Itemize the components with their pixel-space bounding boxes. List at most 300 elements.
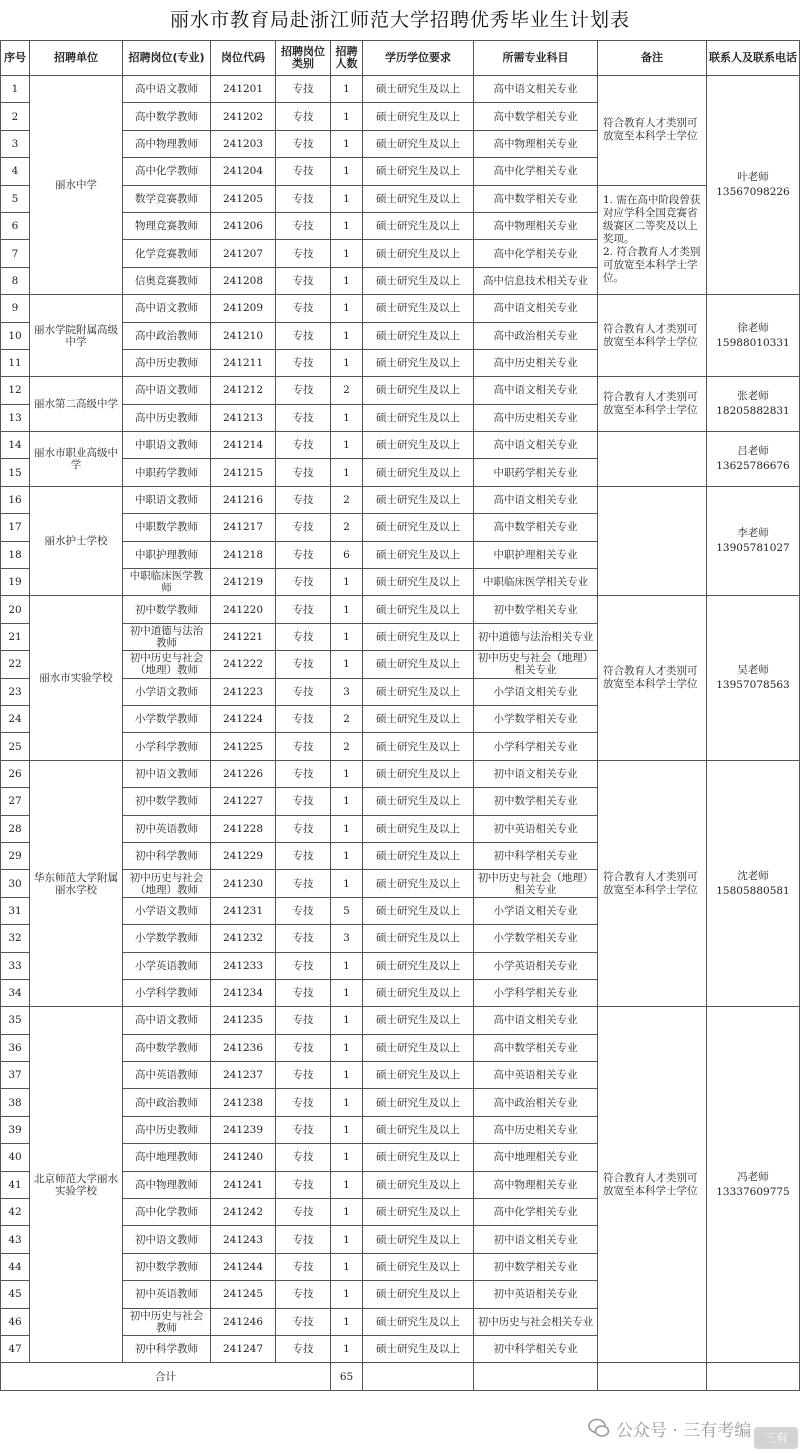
required-major: 高中语文相关专业 <box>474 295 598 322</box>
total-empty-remark <box>598 1363 707 1391</box>
required-major: 小学科学相关专业 <box>474 733 598 760</box>
header-major: 所需专业科目 <box>474 41 598 76</box>
required-major: 中职药学相关专业 <box>474 459 598 486</box>
position-code: 241243 <box>211 1226 276 1253</box>
position-code: 241211 <box>211 349 276 376</box>
hire-count: 1 <box>331 1281 363 1308</box>
position-name: 初中道德与法治教师 <box>123 623 211 650</box>
row-index: 38 <box>1 1089 30 1116</box>
required-major: 高中物理相关专业 <box>474 1171 598 1198</box>
hire-count: 1 <box>331 651 363 678</box>
required-major: 高中化学相关专业 <box>474 1199 598 1226</box>
hire-count: 1 <box>331 1226 363 1253</box>
contact-phone: 13905781027 <box>716 542 790 555</box>
education-requirement: 硕士研究生及以上 <box>363 569 474 596</box>
education-requirement: 硕士研究生及以上 <box>363 267 474 294</box>
remark-note <box>598 1007 707 1363</box>
hire-count: 1 <box>331 212 363 239</box>
total-value: 65 <box>331 1363 363 1391</box>
position-code: 241206 <box>211 212 276 239</box>
position-category: 专技 <box>276 459 331 486</box>
hire-count: 1 <box>331 596 363 623</box>
contact-name: 冯老师 <box>737 1170 769 1183</box>
table-body <box>1 76 800 1391</box>
position-name: 高中化学教师 <box>123 158 211 185</box>
position-name: 初中数学教师 <box>123 788 211 815</box>
education-requirement: 硕士研究生及以上 <box>363 1199 474 1226</box>
required-major: 高中信息技术相关专业 <box>474 267 598 294</box>
position-code: 241237 <box>211 1062 276 1089</box>
position-category: 专技 <box>276 1308 331 1335</box>
remark-note <box>598 486 707 596</box>
watermark <box>588 1405 798 1451</box>
wechat-icon <box>588 1417 610 1439</box>
recruitment-table <box>0 40 800 1391</box>
hire-count: 1 <box>331 1116 363 1143</box>
position-name: 物理竞赛教师 <box>123 212 211 239</box>
position-category: 专技 <box>276 1226 331 1253</box>
position-category: 专技 <box>276 432 331 459</box>
table-row <box>1 760 800 787</box>
hire-count: 1 <box>331 1253 363 1280</box>
education-requirement: 硕士研究生及以上 <box>363 1116 474 1143</box>
row-index: 14 <box>1 432 30 459</box>
position-category: 专技 <box>276 212 331 239</box>
position-code: 241230 <box>211 870 276 897</box>
row-index: 29 <box>1 842 30 869</box>
row-index: 15 <box>1 459 30 486</box>
contact-phone: 15805880581 <box>716 884 790 897</box>
position-code: 241226 <box>211 760 276 787</box>
position-name: 高中历史教师 <box>123 349 211 376</box>
remark-line: 符合教育人才类别可放宽至本科学士学位 <box>603 391 698 417</box>
hire-count: 1 <box>331 432 363 459</box>
position-name: 中职临床医学教师 <box>123 569 211 596</box>
unit-name: 丽水护士学校 <box>30 486 123 596</box>
education-requirement: 硕士研究生及以上 <box>363 651 474 678</box>
position-code: 241241 <box>211 1171 276 1198</box>
page-title: 丽水市教育局赴浙江师范大学招聘优秀毕业生计划表 <box>169 9 630 31</box>
row-index: 37 <box>1 1062 30 1089</box>
remark-note <box>598 76 707 186</box>
unit-name: 丽水市实验学校 <box>30 596 123 760</box>
position-category: 专技 <box>276 404 331 431</box>
hire-count: 2 <box>331 705 363 732</box>
position-category: 专技 <box>276 541 331 568</box>
hire-count: 1 <box>331 322 363 349</box>
header-code: 岗位代码 <box>211 41 276 76</box>
education-requirement: 硕士研究生及以上 <box>363 432 474 459</box>
education-requirement: 硕士研究生及以上 <box>363 1034 474 1061</box>
position-category: 专技 <box>276 705 331 732</box>
position-code: 241225 <box>211 733 276 760</box>
position-category: 专技 <box>276 1089 331 1116</box>
position-code: 241216 <box>211 486 276 513</box>
required-major: 初中历史与社会（地理）相关专业 <box>474 651 598 678</box>
required-major: 高中物理相关专业 <box>474 212 598 239</box>
hire-count: 1 <box>331 1171 363 1198</box>
position-name: 化学竞赛教师 <box>123 240 211 267</box>
contact-name: 沈老师 <box>737 869 769 882</box>
position-code: 241245 <box>211 1281 276 1308</box>
position-category: 专技 <box>276 952 331 979</box>
education-requirement: 硕士研究生及以上 <box>363 760 474 787</box>
hire-count: 2 <box>331 733 363 760</box>
row-index: 22 <box>1 651 30 678</box>
position-category: 专技 <box>276 1281 331 1308</box>
row-index: 17 <box>1 514 30 541</box>
row-index: 44 <box>1 1253 30 1280</box>
position-category: 专技 <box>276 158 331 185</box>
education-requirement: 硕士研究生及以上 <box>363 1335 474 1362</box>
position-code: 241205 <box>211 185 276 212</box>
hire-count: 2 <box>331 377 363 404</box>
position-category: 专技 <box>276 1171 331 1198</box>
required-major: 高中数学相关专业 <box>474 103 598 130</box>
required-major: 小学数学相关专业 <box>474 705 598 732</box>
position-name: 数学竞赛教师 <box>123 185 211 212</box>
position-category: 专技 <box>276 1062 331 1089</box>
table-row <box>1 1007 800 1034</box>
required-major: 高中历史相关专业 <box>474 1116 598 1143</box>
required-major: 中职临床医学相关专业 <box>474 569 598 596</box>
hire-count: 1 <box>331 240 363 267</box>
position-name: 初中历史与社会（地理）教师 <box>123 651 211 678</box>
hire-count: 3 <box>331 678 363 705</box>
required-major: 高中英语相关专业 <box>474 1062 598 1089</box>
position-name: 初中语文教师 <box>123 1226 211 1253</box>
position-category: 专技 <box>276 1335 331 1362</box>
hire-count: 2 <box>331 486 363 513</box>
hire-count: 6 <box>331 541 363 568</box>
position-category: 专技 <box>276 1007 331 1034</box>
position-code: 241214 <box>211 432 276 459</box>
hire-count: 3 <box>331 925 363 952</box>
education-requirement: 硕士研究生及以上 <box>363 897 474 924</box>
education-requirement: 硕士研究生及以上 <box>363 1226 474 1253</box>
required-major: 高中政治相关专业 <box>474 1089 598 1116</box>
position-name: 高中物理教师 <box>123 1171 211 1198</box>
position-code: 241232 <box>211 925 276 952</box>
education-requirement: 硕士研究生及以上 <box>363 295 474 322</box>
position-name: 小学科学教师 <box>123 979 211 1006</box>
education-requirement: 硕士研究生及以上 <box>363 76 474 103</box>
row-index: 9 <box>1 295 30 322</box>
hire-count: 1 <box>331 349 363 376</box>
education-requirement: 硕士研究生及以上 <box>363 815 474 842</box>
position-category: 专技 <box>276 240 331 267</box>
row-index: 46 <box>1 1308 30 1335</box>
row-index: 12 <box>1 377 30 404</box>
hire-count: 1 <box>331 1199 363 1226</box>
position-name: 初中英语教师 <box>123 1281 211 1308</box>
hire-count: 1 <box>331 404 363 431</box>
education-requirement: 硕士研究生及以上 <box>363 404 474 431</box>
hire-count: 1 <box>331 295 363 322</box>
position-code: 241242 <box>211 1199 276 1226</box>
position-code: 241213 <box>211 404 276 431</box>
position-code: 241204 <box>211 158 276 185</box>
position-code: 241210 <box>211 322 276 349</box>
position-category: 专技 <box>276 569 331 596</box>
contact-phone: 13625786676 <box>716 459 790 472</box>
required-major: 中职护理相关专业 <box>474 541 598 568</box>
education-requirement: 硕士研究生及以上 <box>363 1062 474 1089</box>
table-row <box>1 432 800 459</box>
row-index: 21 <box>1 623 30 650</box>
position-name: 小学数学教师 <box>123 705 211 732</box>
required-major: 小学数学相关专业 <box>474 925 598 952</box>
required-major: 初中数学相关专业 <box>474 596 598 623</box>
row-index: 31 <box>1 897 30 924</box>
hire-count: 5 <box>331 897 363 924</box>
required-major: 高中物理相关专业 <box>474 130 598 157</box>
header-contact: 联系人及联系电话 <box>707 41 800 76</box>
position-code: 241219 <box>211 569 276 596</box>
hire-count: 1 <box>331 760 363 787</box>
row-index: 28 <box>1 815 30 842</box>
hire-count: 1 <box>331 1144 363 1171</box>
contact-phone: 13567098226 <box>716 186 790 199</box>
position-code: 241201 <box>211 76 276 103</box>
header-index: 序号 <box>1 41 30 76</box>
hire-count: 2 <box>331 514 363 541</box>
position-category: 专技 <box>276 514 331 541</box>
position-code: 241238 <box>211 1089 276 1116</box>
hire-count: 1 <box>331 1062 363 1089</box>
position-code: 241209 <box>211 295 276 322</box>
position-category: 专技 <box>276 760 331 787</box>
position-name: 高中历史教师 <box>123 404 211 431</box>
position-code: 241221 <box>211 623 276 650</box>
row-index: 13 <box>1 404 30 431</box>
position-code: 241227 <box>211 788 276 815</box>
contact-cell <box>707 377 800 432</box>
position-code: 241222 <box>211 651 276 678</box>
hire-count: 1 <box>331 842 363 869</box>
unit-name: 丽水第二高级中学 <box>30 377 123 432</box>
education-requirement: 硕士研究生及以上 <box>363 349 474 376</box>
education-requirement: 硕士研究生及以上 <box>363 925 474 952</box>
row-index: 42 <box>1 1199 30 1226</box>
education-requirement: 硕士研究生及以上 <box>363 952 474 979</box>
hire-count: 1 <box>331 158 363 185</box>
position-name: 高中数学教师 <box>123 103 211 130</box>
row-index: 33 <box>1 952 30 979</box>
position-category: 专技 <box>276 623 331 650</box>
contact-cell <box>707 596 800 760</box>
required-major: 高中语文相关专业 <box>474 377 598 404</box>
position-category: 专技 <box>276 185 331 212</box>
table-row <box>1 486 800 513</box>
position-category: 专技 <box>276 979 331 1006</box>
education-requirement: 硕士研究生及以上 <box>363 185 474 212</box>
remark-line: 符合教育人才类别可放宽至本科学士学位 <box>603 665 698 691</box>
hire-count: 1 <box>331 1335 363 1362</box>
row-index: 43 <box>1 1226 30 1253</box>
position-code: 241218 <box>211 541 276 568</box>
required-major: 初中语文相关专业 <box>474 760 598 787</box>
hire-count: 1 <box>331 1034 363 1061</box>
row-index: 25 <box>1 733 30 760</box>
education-requirement: 硕士研究生及以上 <box>363 623 474 650</box>
position-category: 专技 <box>276 815 331 842</box>
required-major: 高中化学相关专业 <box>474 240 598 267</box>
row-index: 7 <box>1 240 30 267</box>
position-category: 专技 <box>276 349 331 376</box>
hire-count: 1 <box>331 788 363 815</box>
remark-line: 符合教育人才类别可放宽至本科学士学位 <box>603 1171 698 1197</box>
education-requirement: 硕士研究生及以上 <box>363 212 474 239</box>
education-requirement: 硕士研究生及以上 <box>363 158 474 185</box>
row-index: 45 <box>1 1281 30 1308</box>
row-index: 39 <box>1 1116 30 1143</box>
position-category: 专技 <box>276 870 331 897</box>
position-category: 专技 <box>276 103 331 130</box>
row-index: 23 <box>1 678 30 705</box>
position-code: 241217 <box>211 514 276 541</box>
education-requirement: 硕士研究生及以上 <box>363 130 474 157</box>
position-name: 小学语文教师 <box>123 678 211 705</box>
row-index: 35 <box>1 1007 30 1034</box>
required-major: 高中语文相关专业 <box>474 486 598 513</box>
required-major: 高中历史相关专业 <box>474 404 598 431</box>
contact-cell <box>707 295 800 377</box>
unit-name: 丽水中学 <box>30 76 123 295</box>
row-index: 40 <box>1 1144 30 1171</box>
required-major: 小学语文相关专业 <box>474 897 598 924</box>
required-major: 小学语文相关专业 <box>474 678 598 705</box>
position-name: 小学数学教师 <box>123 925 211 952</box>
position-code: 241231 <box>211 897 276 924</box>
remark-line: 符合教育人才类别可放宽至本科学士学位 <box>603 870 698 896</box>
education-requirement: 硕士研究生及以上 <box>363 377 474 404</box>
required-major: 初中科学相关专业 <box>474 1335 598 1362</box>
education-requirement: 硕士研究生及以上 <box>363 1089 474 1116</box>
remark-note <box>598 377 707 432</box>
position-name: 高中政治教师 <box>123 322 211 349</box>
contact-phone: 15988010331 <box>716 336 790 349</box>
row-index: 3 <box>1 130 30 157</box>
contact-name: 李老师 <box>737 527 769 540</box>
education-requirement: 硕士研究生及以上 <box>363 322 474 349</box>
education-requirement: 硕士研究生及以上 <box>363 459 474 486</box>
contact-phone: 13957078563 <box>716 679 790 692</box>
position-category: 专技 <box>276 1253 331 1280</box>
row-index: 10 <box>1 322 30 349</box>
remark-note <box>598 295 707 377</box>
contact-name: 叶老师 <box>737 171 769 184</box>
row-index: 32 <box>1 925 30 952</box>
row-index: 16 <box>1 486 30 513</box>
position-name: 中职语文教师 <box>123 486 211 513</box>
education-requirement: 硕士研究生及以上 <box>363 596 474 623</box>
row-index: 1 <box>1 76 30 103</box>
position-code: 241202 <box>211 103 276 130</box>
position-code: 241208 <box>211 267 276 294</box>
header-category: 招聘岗位类别 <box>276 41 331 76</box>
position-code: 241224 <box>211 705 276 732</box>
contact-phone: 18205882831 <box>716 405 790 418</box>
position-code: 241228 <box>211 815 276 842</box>
education-requirement: 硕士研究生及以上 <box>363 240 474 267</box>
required-major: 初中数学相关专业 <box>474 788 598 815</box>
position-category: 专技 <box>276 486 331 513</box>
position-category: 专技 <box>276 651 331 678</box>
hire-count: 1 <box>331 815 363 842</box>
position-name: 高中物理教师 <box>123 130 211 157</box>
education-requirement: 硕士研究生及以上 <box>363 842 474 869</box>
position-category: 专技 <box>276 596 331 623</box>
hire-count: 1 <box>331 267 363 294</box>
position-category: 专技 <box>276 267 331 294</box>
row-index: 4 <box>1 158 30 185</box>
education-requirement: 硕士研究生及以上 <box>363 514 474 541</box>
hire-count: 1 <box>331 1089 363 1116</box>
required-major: 高中语文相关专业 <box>474 1007 598 1034</box>
row-index: 24 <box>1 705 30 732</box>
required-major: 小学英语相关专业 <box>474 952 598 979</box>
watermark-badge: 三有 <box>754 1427 798 1449</box>
position-category: 专技 <box>276 925 331 952</box>
position-code: 241236 <box>211 1034 276 1061</box>
position-name: 高中语文教师 <box>123 1007 211 1034</box>
education-requirement: 硕士研究生及以上 <box>363 705 474 732</box>
education-requirement: 硕士研究生及以上 <box>363 678 474 705</box>
unit-name: 丽水学院附属高级中学 <box>30 295 123 377</box>
row-index: 47 <box>1 1335 30 1362</box>
row-index: 19 <box>1 569 30 596</box>
remark-line: 1. 需在高中阶段曾获对应学科全国竞赛省级赛区二等奖及以上奖项。 <box>603 194 701 246</box>
row-index: 5 <box>1 185 30 212</box>
required-major: 初中英语相关专业 <box>474 1281 598 1308</box>
remark-note <box>598 432 707 487</box>
header-education: 学历学位要求 <box>363 41 474 76</box>
table-row <box>1 596 800 623</box>
position-name: 中职药学教师 <box>123 459 211 486</box>
education-requirement: 硕士研究生及以上 <box>363 1253 474 1280</box>
contact-name: 张老师 <box>737 390 769 403</box>
position-code: 241234 <box>211 979 276 1006</box>
required-major: 初中科学相关专业 <box>474 842 598 869</box>
education-requirement: 硕士研究生及以上 <box>363 1007 474 1034</box>
remark-note <box>598 185 707 295</box>
contact-name: 吕老师 <box>737 444 769 457</box>
row-index: 27 <box>1 788 30 815</box>
hire-count: 1 <box>331 103 363 130</box>
education-requirement: 硕士研究生及以上 <box>363 1308 474 1335</box>
contact-cell <box>707 486 800 596</box>
table-row <box>1 377 800 404</box>
position-code: 241235 <box>211 1007 276 1034</box>
education-requirement: 硕士研究生及以上 <box>363 870 474 897</box>
education-requirement: 硕士研究生及以上 <box>363 103 474 130</box>
position-name: 初中数学教师 <box>123 1253 211 1280</box>
position-code: 241247 <box>211 1335 276 1362</box>
hire-count: 1 <box>331 185 363 212</box>
required-major: 初中历史与社会相关专业 <box>474 1308 598 1335</box>
row-index: 26 <box>1 760 30 787</box>
position-code: 241240 <box>211 1144 276 1171</box>
education-requirement: 硕士研究生及以上 <box>363 486 474 513</box>
position-code: 241203 <box>211 130 276 157</box>
position-category: 专技 <box>276 295 331 322</box>
position-name: 中职语文教师 <box>123 432 211 459</box>
position-name: 高中历史教师 <box>123 1116 211 1143</box>
contact-name: 徐老师 <box>737 321 769 334</box>
hire-count: 1 <box>331 459 363 486</box>
position-category: 专技 <box>276 897 331 924</box>
